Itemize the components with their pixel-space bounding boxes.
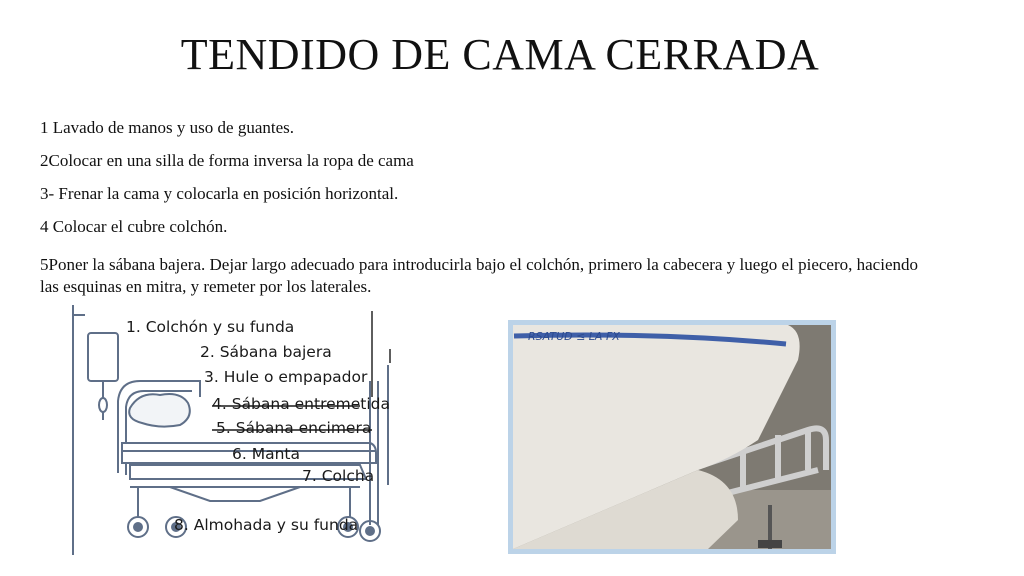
pillow-outline: [129, 394, 190, 427]
diagram-label-2: 2. Sábana bajera: [200, 343, 332, 361]
iv-bag: [88, 333, 118, 381]
diagram-label-3: 3. Hule o empapador: [204, 368, 368, 386]
step-3: 3- Frenar la cama y colocarla en posición horizontal.: [40, 184, 399, 203]
bed-corner-photo: [508, 320, 836, 554]
diagram-label-7: 7. Colcha: [302, 467, 375, 485]
sheet-edge-text: RSATUD ≤ LA FX: [528, 330, 620, 343]
step-1: 1 Lavado de manos y uso de guantes.: [40, 118, 294, 137]
step-4: 4 Colocar el cubre colchón.: [40, 217, 228, 236]
step-5: 5Poner la sábana bajera. Dejar largo adecuado para introducirla bajo el colchón, primero la cabecera y luego el piecero, haciendo las esquinas en mitra, y remeter por los laterales.: [40, 255, 918, 296]
diagram-label-6: 6. Manta: [232, 445, 300, 463]
diagram-label-8: 8. Almohada y su funda: [174, 516, 359, 534]
step-2: 2Colocar en una silla de forma inversa la ropa de cama: [40, 151, 414, 170]
diagram-label-1: 1. Colchón y su funda: [126, 318, 295, 336]
bed-pedal: [758, 540, 782, 548]
bed-diagram: [60, 305, 405, 563]
diagram-label-5: 5. Sábana encimera: [216, 419, 372, 437]
slide-title: TENDIDO DE CAMA CERRADA: [180, 30, 820, 79]
diagram-label-4: 4. Sábana entremetida: [212, 395, 391, 413]
